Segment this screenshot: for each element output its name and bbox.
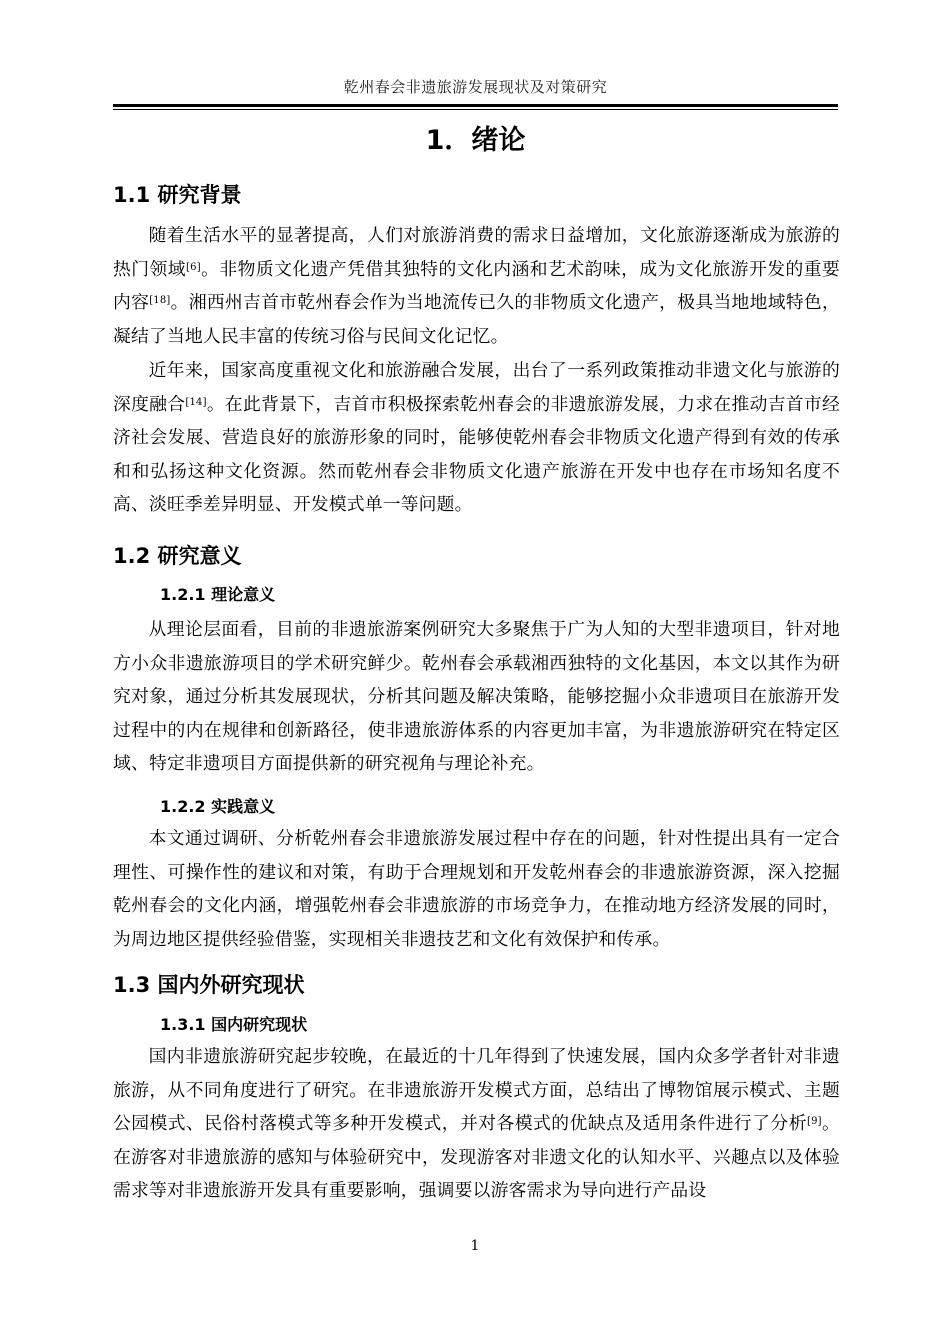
text: 本文通过调研、分析乾州春会非遗旅游发展过程中存在的问题，针对性提出具有一定合理性、可操作性的建议和对策，有助于合 bbox=[113, 828, 840, 883]
section-heading-1-2: 1.2 研究意义 bbox=[113, 544, 242, 568]
citation: [18] bbox=[149, 295, 171, 306]
text: 随着生活水平的显著提高，人们对旅游消费的需求日益增加，文化旅游逐渐成为旅游的热门领域 bbox=[113, 225, 840, 280]
paragraph-background-2 bbox=[113, 354, 840, 522]
text: 国内非遗旅游研究起步较晚，在最近的十几年得到了快速发展，国内众多学者针对非遗旅游，从不同角度进行了研究。在非遗旅游开发模式方面，总结出了博物馆展示模式、主题公园模式、民俗村落模式等多种开发模式，并对各模式的优缺点及适用条件进行了分析 bbox=[113, 1046, 840, 1134]
subsection-heading-1-2-2: 1.2.2 实践意义 bbox=[160, 797, 276, 816]
text: 深入挖掘乾州春会的文化内涵，增强乾州春会非遗旅游的市场竞争力，在推动地方经济发展的同时，为周边地区提供经验借鉴，实现相关非遗技艺和文化有效保护和传承。 bbox=[113, 861, 840, 950]
text: 。在游客对非遗旅游的感知与体验研究中，发现游客对非遗文化的认知水平、兴趣点以及体验需求等对非遗旅游开发具有重要影响，强调要以游客需求为导向进行产品设 bbox=[113, 1113, 840, 1201]
citation: [14] bbox=[185, 396, 207, 408]
subsection-heading-1-3-1: 1.3.1 国内研究现状 bbox=[160, 1015, 308, 1034]
citation: [9] bbox=[806, 1116, 822, 1127]
section-heading-1-1: 1.1 研究背景 bbox=[113, 183, 242, 207]
text: 近年来，国家高度重视文化和旅游融合发展，出台了一系列政策推动非遗文化与旅游的深度融合 bbox=[113, 360, 840, 415]
chapter-title: 1．绪论 bbox=[425, 125, 526, 156]
paragraph-practical-significance bbox=[113, 822, 840, 956]
subsection-heading-1-2-1: 1.2.1 理论意义 bbox=[160, 585, 276, 604]
paragraph-theoretical-significance: 从理论层面看，目前的非遗旅游案例研究大多聚焦于广为人知的大型非遗项目，针对地方小众非遗旅游项目的学术研究鲜少。乾州春会承载湘西独特的文化基因，本文以其作为研究对象，通过分析其发展现状，分析其问题及解决策略，能够挖掘小众非遗项目在旅游开发过程中的内在规律和创新路径，使非遗旅游体系的内容更加丰富，为非遗旅游研究在特定区域、特定非遗项目方面提供新的研究视角与理论补充。 bbox=[113, 619, 840, 774]
header-rule-thick bbox=[113, 104, 838, 107]
running-header: 乾州春会非遗旅游发展现状及对策研究 bbox=[343, 78, 608, 96]
paragraph-background-1 bbox=[113, 219, 840, 353]
text: 。非物质文化遗产凭借其独特的文化内涵和艺术韵味，成为文化旅游开发的重要内容 bbox=[113, 258, 840, 313]
paragraph-domestic-research bbox=[113, 1040, 840, 1208]
citation: [6] bbox=[186, 261, 201, 273]
section-heading-1-3: 1.3 国内外研究现状 bbox=[113, 973, 305, 997]
page-number: 1 bbox=[470, 1238, 480, 1254]
text-sans-run: 理规划和开发乾州春会的非遗旅游资源， bbox=[440, 861, 768, 883]
text: 。在此背景下，吉首市积极探索乾州春会的非遗旅游发展，力求在推动吉首市经济社会发展、营造良好的旅游形象的同时，能够使乾州春会非物质文化遗产得到有效的传承和和弘扬这种文化资源。然而乾州春会非物质文化遗产旅游在开发中也存在市场知名度不高、淡旺季差异明显、开发模式单一等问题。 bbox=[113, 393, 840, 515]
header-rule-thin bbox=[113, 109, 838, 110]
text: 。湘西州吉首市乾州春会作为当地流传已久的非物质文化遗产，极具当地地域特色，凝结了当地人民丰富的传统习俗与民间文化记忆。 bbox=[113, 292, 841, 347]
